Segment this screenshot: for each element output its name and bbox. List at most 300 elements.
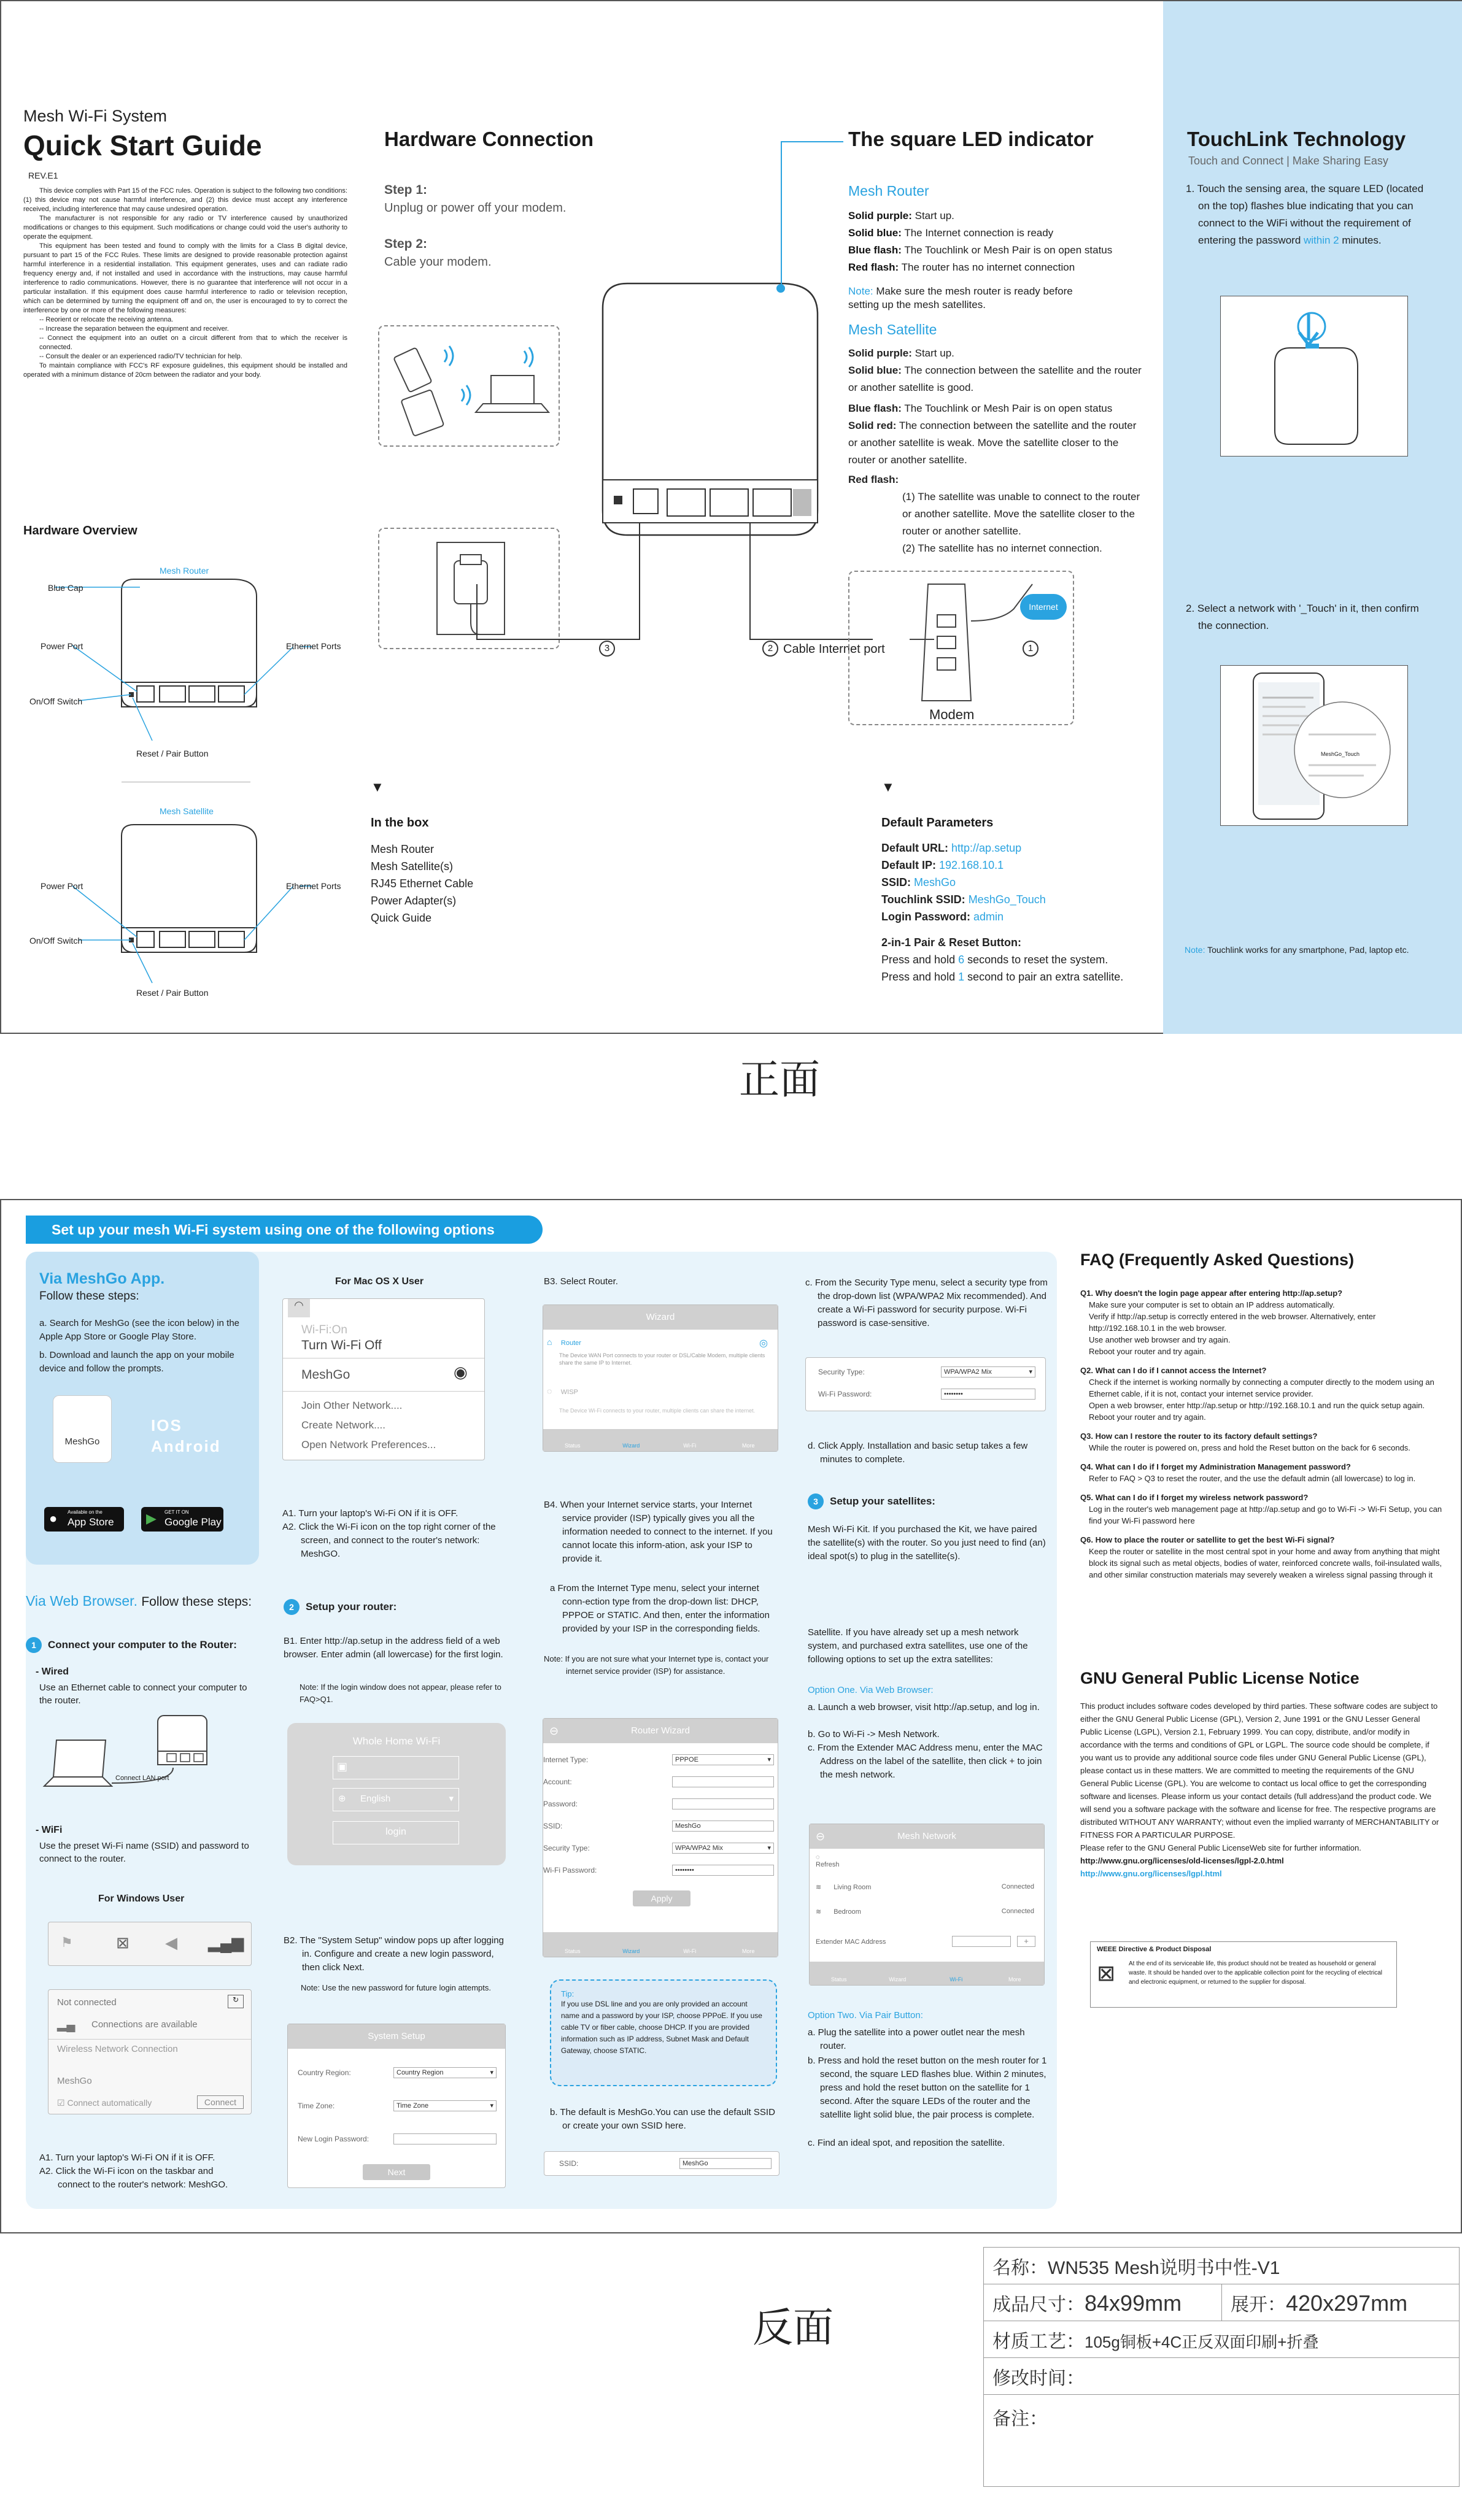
win-a1: A1. Turn your laptop's Wi-Fi ON if it is OFF. [39,2152,215,2163]
meshgo-app-icon [53,1395,112,1463]
led-key: Solid purple: [848,347,912,359]
wifi-icon: ≋ [816,1908,822,1916]
auto-connect-label: Connect automatically [67,2098,152,2108]
cable-lines [468,517,897,652]
faq-a: While the router is powered on, press and hold the Reset button on the back for 6 seconds. [1089,1443,1410,1452]
opt1-title: Option One. Via Web Browser: [808,1685,934,1695]
wifi-signal-icon: ◉ [454,1363,468,1381]
mac-a1: A1. Turn your laptop's Wi-Fi ON if it is OFF. [282,1508,458,1519]
gplay-small: GET IT ON [164,1509,189,1515]
ssid-input[interactable] [679,2158,772,2169]
mesh-network-window [809,1824,1045,1986]
tab-wizard[interactable]: Wizard [622,1443,640,1449]
faq-q3: Q3. How can I restore the router to its factory default settings? [1080,1431,1318,1441]
wisp-option[interactable] [547,1386,774,1414]
sec-select[interactable] [941,1366,1035,1378]
satellite-overview-label: Mesh Satellite [160,806,214,816]
fcc-p3: This equipment has been tested and found to comply with the limits for a Class B digital device, pursuant to part 15 of the FCC Rules. These limits are designed to provide reasonable protection against harmful interference in a residential installation. This equipment generates, uses and can radiate radio frequency energy and, if not installed and used in accordance with the instructions, may cause harmful interference to radio communications. However, there is no guarantee that interference will not occur in a particular installation. If this equipment does cause harmful interference to radio or television reception, which can be determined by turning the equipment off and on, the user is encouraged to try to correct the interference by one or more of the following measures: [23,242,347,314]
mesh-title-text: Mesh Network [897,1831,956,1841]
internet-type-select[interactable] [672,1754,774,1765]
web-follow: Follow these steps: [141,1595,252,1609]
mac-wifi-icon: ◠ [288,1299,310,1317]
faq-q1: Q1. Why doesn't the login page appear after entering http://ap.setup? [1080,1289,1343,1298]
system-setup-window [287,2024,506,2188]
faq-body [1080,1287,1442,1581]
timezone-label: Time Zone: [298,2102,335,2110]
app-title: Via MeshGo App. [39,1270,165,1287]
cable-3-marker [599,641,615,657]
turn-wifi-off[interactable]: Turn Wi-Fi Off [301,1338,382,1352]
gnu-body [1080,1700,1442,1880]
wisp-option-label: WISP [560,1389,578,1396]
power-port-label: Power Port [41,641,83,651]
ssid-label: SSID: [559,2159,579,2168]
pair-title: 2-in-1 Pair & Reset Button: [881,936,1022,949]
timezone-value: Time Zone [396,2102,429,2110]
sec-c: c. From the Security Type menu, select a security type from the drop-down list (WPA/WPA2 Mix recommended). And create a Wi-Fi password for security purpose. Wi-Fi password is case-sensitive. [805,1277,1048,1328]
country-select[interactable] [393,2067,497,2078]
kit-text: Mesh Wi-Fi Kit. If you purchased the Kit, we have paired the satellite(s) with the router. So you just need to find (an) ideal spot(s) to plug in the satellite(s). [808,1524,1046,1562]
param-key: Login Password: [881,911,971,923]
router-desc: The Device WAN Port connects to your router or DSL/Cable Modem, multiple clients share the same IP to Internet. [559,1352,765,1366]
check-icon: ◎ [759,1338,768,1349]
language-select[interactable] [333,1788,459,1811]
ssid-input[interactable] [672,1821,774,1832]
device-status: Connected [1001,1908,1034,1915]
step2-label: Step 2: [384,237,428,251]
gnu-refer: Please refer to the GNU General Public LicenseWeb site for further information. [1080,1843,1361,1852]
password-input[interactable] [672,1798,774,1809]
new-password-input[interactable] [393,2133,497,2144]
login-title: Whole Home Wi-Fi [352,1735,441,1747]
red-flash-2: (2) The satellite has no internet connection. [902,542,1102,554]
overview-title: Hardware Overview [23,524,137,538]
appstore-label: App Store [68,1516,114,1528]
field-label: SSID: [543,1822,563,1830]
tab-wifi[interactable]: Wi-Fi [950,1976,963,1982]
param-val: http://ap.setup [951,842,1022,854]
appstore-badge[interactable] [44,1507,124,1532]
rw-title-text: Router Wizard [631,1725,690,1736]
connect-lan-label: Connect LAN port [115,1774,169,1782]
gnu-url1[interactable]: http://www.gnu.org/licenses/old-licenses/lgpl-2.0.html [1080,1856,1284,1865]
b2-text: B2. The "System Setup" window pops up after logging in. Configure and create a new login password, then click Next. [284,1935,504,1973]
mac-title: For Mac OS X User [335,1276,424,1287]
fcc-p5: -- Increase the separation between the equipment and receiver. [39,325,229,333]
spec-table [983,2247,1460,2487]
security-frame [805,1357,1046,1411]
led-callout-top [781,141,843,142]
devices-figure [388,333,554,443]
pair-text: second to pair an extra satellite. [964,971,1124,983]
fcc-p4: -- Reorient or relocate the receiving antenna. [39,316,174,323]
led-val: The Internet connection is ready [904,227,1054,239]
os-android: Android [151,1437,221,1455]
spec-note-cell [984,2395,1460,2487]
chevron-down-icon: ▾ [490,2069,493,2076]
fcc-statement [23,187,347,380]
mac-wifi-menu [282,1298,485,1460]
opt2-title: Option Two. Via Pair Button: [808,2010,923,2021]
step1-highlight: within 2 [1304,234,1339,246]
join-network[interactable]: Join Other Network.... [301,1400,403,1411]
spec-size-cell [984,2284,1222,2321]
step1-tail: minutes. [1339,234,1382,246]
country-value: Country Region [396,2069,444,2076]
param-val: MeshGo_Touch [968,893,1046,906]
front-side-label: 正面 [739,1056,820,1103]
faq-q5: Q5. What can I do if I forget my wireless network password? [1080,1493,1309,1502]
led-title: The square LED indicator [848,128,1094,150]
tab-wizard[interactable]: Wizard [622,1948,640,1954]
wifi-icon: ≋ [816,1884,822,1891]
led-sat-list [848,345,1147,557]
fcc-p6: -- Connect the equipment into an outlet on a circuit different from that to which the receiver is connected. [39,334,347,351]
globe-icon: ⊕ [338,1794,346,1804]
setup-banner: Set up your mesh Wi-Fi system using one of the following options [26,1216,543,1244]
device-name: Living Room [833,1884,872,1891]
chevron-down-icon: ▾ [490,2102,493,2110]
led-key: Blue flash: [848,403,902,414]
lock-icon: ▣ [337,1760,348,1773]
satellite-overview-figure [23,817,367,995]
refresh-button[interactable]: ◌ Refresh [816,1854,840,1868]
field-label: Password: [543,1800,578,1808]
step2-text: Cable your modem. [384,255,492,269]
chevron-down-icon: ▾ [767,1844,771,1852]
led-router-title: Mesh Router [848,183,929,199]
windows-taskbar [48,1922,252,1966]
spec-mod-cell [984,2358,1460,2395]
login-window [287,1723,506,1865]
pair-text: Press and hold [881,954,959,966]
wisp-desc: The Device Wi-Fi connects to your router, multiple clients can share the internet. [559,1408,756,1414]
note-label: Note: [1185,945,1205,955]
googleplay-badge[interactable] [141,1507,223,1532]
field-value: WPA/WPA2 Mix [675,1844,723,1852]
spec-name-cell [984,2248,1460,2284]
fcc-p2: The manufacturer is not responsible for any radio or TV interference caused by unauthorized modifications or changes to this equipment. Such modifications or change could void the user's authority to operate the equipment. [23,215,347,241]
tab-status[interactable]: Status [830,1976,847,1982]
faq-a: Refer to FAQ > Q3 to reset the router, and the use the default admin (all lowercase) to log in. [1089,1474,1416,1483]
router-option[interactable] [547,1337,774,1366]
setup-step [284,1599,396,1615]
faq-a: Make sure your computer is set to obtain an IP address automatically. [1089,1300,1335,1309]
tab-more[interactable]: More [1008,1976,1021,1982]
router-option-label: Router [560,1339,581,1347]
fcc-p8: To maintain compliance with FCC's RF exposure guidelines, this equipment should be installed and operated with a minimum distance of 20cm between the radiator and your body. [23,362,347,379]
login-button[interactable]: login [333,1821,459,1844]
sat-reset-button-label: Reset / Pair Button [136,988,209,998]
param-key: SSID: [881,876,911,888]
add-mac-button[interactable]: + [1017,1936,1035,1947]
faq-a: Open a web browser, enter http://ap.setup or http://192.168.10.1 and run the quick setup again. [1089,1401,1425,1410]
num-1: 1 [1027,643,1034,653]
cable-2-marker [762,641,778,657]
fcc-p7: -- Consult the dealer or an experienced radio/TV technician for help. [39,353,242,360]
volume-icon: ◀ [165,1933,177,1952]
spec-size: 84x99mm [1085,2290,1182,2316]
touchlink-step1 [1186,180,1436,249]
opt1c: c. From the Extender MAC Address menu, enter the MAC Address on the label of the satellite, then click + to join the mesh network. [808,1743,1043,1780]
param-val: 192.168.10.1 [939,859,1004,871]
reset-button-label: Reset / Pair Button [136,749,209,758]
hardware-title: Hardware Connection [384,128,594,150]
apple-icon: ● [49,1511,58,1526]
spec-material: 105g铜板+4C正反双面印刷+折叠 [1085,2332,1319,2351]
led-key: Blue flash: [848,244,902,256]
back-arrow-icon[interactable]: ⊖ [816,1830,826,1843]
touchlink-title: TouchLink Technology [1187,128,1406,150]
led-sat-title: Mesh Satellite [848,322,937,337]
connect-button[interactable]: Connect [197,2095,244,2109]
router-overview-figure [23,572,367,762]
opt1a: a. Launch a web browser, visit http://ap.setup, and log in. [808,1702,1040,1713]
tab-wizard[interactable]: Wizard [889,1976,907,1982]
step1-text: 1. Touch the sensing area, the square LED (located on the top) flashes blue indicating that you can connect to the WiFi without the requirement of entering the password [1186,183,1424,246]
tip-box [550,1979,777,2086]
os-ios: IOS [151,1416,182,1435]
opt2c: c. Find an ideal spot, and reposition the satellite. [808,2138,1005,2148]
open-prefs[interactable]: Open Network Preferences... [301,1439,436,1451]
param-key: Touchlink SSID: [881,893,965,906]
step-badge: 1 [26,1637,42,1653]
rw-title [543,1719,778,1743]
extender-label: Extender MAC Address [816,1938,886,1946]
new-password-label: New Login Password: [298,2135,369,2143]
cable-internet-label: Cable Internet port [783,642,885,656]
step1-label: Step 1: [384,183,428,197]
inbox-item: Mesh Satellite(s) [371,860,454,873]
spec-unfold-label: 展开： [1231,2294,1286,2315]
tab-wifi[interactable]: Wi-Fi [683,1948,697,1954]
chevron-down-icon: ▾ [1029,1368,1032,1376]
weee-box [1090,1941,1397,2008]
tab-status[interactable]: Status [564,1443,581,1449]
create-network[interactable]: Create Network.... [301,1419,385,1431]
wifi-password-input[interactable] [672,1865,774,1876]
inbox-item: RJ45 Ethernet Cable [371,877,474,890]
touchlink-step2: 2. Select a network with '_Touch' in it, then confirm the connection. [1186,603,1419,631]
pair-num: 1 [958,971,965,983]
wisp-icon: ◌ [547,1386,552,1396]
setup-title: Setup your router: [306,1601,397,1613]
led-val: The connection between the satellite and the router or another satellite is weak. Move the satellite closer to the router or another satellite. [848,420,1137,466]
wnc: Wireless Network Connection [57,2044,178,2054]
defaults-list [881,839,1123,985]
wifi-bars-icon: ▂▄ [57,2018,75,2032]
back-arrow-icon[interactable]: ⊖ [549,1725,559,1737]
b1-text: B1. Enter http://ap.setup in the address field of a web browser. Enter admin (all lowercase) for the first login. [284,1636,503,1660]
rw-tabbar [543,1932,778,1957]
modem-label: Modem [929,707,975,722]
phone-figure [1247,670,1407,823]
app-step-a: a. Search for MeshGo (see the icon below) in the Apple App Store or Google Play Store. [39,1318,240,1342]
sec-value: WPA/WPA2 Mix [944,1368,992,1376]
wizard-title: Wizard [543,1305,778,1330]
router-wizard-window [543,1718,778,1957]
pw-input[interactable] [941,1389,1035,1400]
win-ssid[interactable]: MeshGo [57,2076,92,2086]
pw-value: •••••••• [944,1390,963,1398]
wizard-window [543,1304,778,1452]
led-key: Solid blue: [848,364,902,376]
b3-text: B3. Select Router. [544,1276,618,1287]
device-name: Bedroom [833,1908,861,1916]
guide-title: Quick Start Guide [23,129,262,161]
faq-a: Keep the router or satellite in the most central spot in your home and away from anything that might block its signal such as metal objects, bodies of water, reinforced concrete walls, foil-insulated walls, and other similar construction materials may severely weaken a wireless signal passing through it [1089,1547,1442,1579]
apply-button[interactable]: Apply [633,1890,690,1906]
sat-step [808,1493,935,1509]
field-label: Security Type: [543,1844,590,1852]
password-field[interactable] [333,1756,459,1779]
next-button[interactable]: Next [363,2164,430,2180]
defaults-title: Default Parameters [881,816,994,830]
router-overview-label: Mesh Router [160,566,209,576]
pair-text: seconds to reset the system. [964,954,1108,966]
led-val: The router has no internet connection [901,261,1075,273]
step1-text: Unplug or power off your modem. [384,201,567,215]
sat-text: Satellite. If you have already set up a mesh network system, and purchased extra satellites, use one of the following options to set up the extra satellites: [808,1627,1028,1665]
field-label: Internet Type: [543,1755,589,1764]
web-title-label: Via Web Browser. [26,1593,137,1609]
touchlink-subtitle: Touch and Connect | Make Sharing Easy [1188,155,1388,167]
faq-a: Reboot your router and try again. [1089,1347,1206,1356]
back-side-label: 反面 [752,2304,833,2351]
led-key: Solid blue: [848,227,902,239]
note-label: Note: [848,285,873,297]
auto-connect-checkbox[interactable]: ☑ Connect automatically [57,2098,152,2108]
tab-more[interactable]: More [741,1948,755,1954]
opt2a: a. Plug the satellite into a power outlet near the mesh router. [808,2027,1025,2051]
chevron-down-icon: ▾ [767,1756,771,1763]
spec-unfold-cell [1222,2284,1460,2321]
phone-ssid-label: MeshGo_Touch [1321,751,1360,757]
faq-a: Log in the router's web management page at http://ap.setup and go to Wi-Fi -> Wi-Fi Setup, you can find your Wi-Fi password here [1089,1505,1442,1525]
spec-size-label: 成品尺寸： [992,2294,1085,2315]
security-select[interactable] [672,1843,774,1854]
app-follow: Follow these steps: [39,1290,139,1303]
param-key: Default URL: [881,842,948,854]
sat-ethernet-ports-label: Ethernet Ports [286,881,341,891]
weee-title: WEEE Directive & Product Disposal [1097,1946,1212,1953]
account-input[interactable] [672,1776,774,1787]
spec-mod-label: 修改时间： [992,2368,1085,2389]
wifi-on: Wi-Fi:On [301,1324,347,1336]
app-step-b: b. Download and launch the app on your mobile device and follow the prompts. [39,1350,234,1374]
available: Connections are available [91,2019,198,2030]
device-status: Connected [1001,1883,1034,1890]
tip-title: Tip: [561,1989,574,1998]
step-d: d. Click Apply. Installation and basic setup takes a few minutes to complete. [808,1441,1028,1465]
sat-title: Setup your satellites: [830,1495,935,1507]
inbox-arrow-icon: ▼ [371,779,384,795]
inbox-item: Quick Guide [371,912,432,924]
not-connected: Not connected [57,1997,117,2008]
faq-title: FAQ (Frequently Asked Questions) [1080,1250,1355,1269]
blue-cap-label: Blue Cap [48,583,83,593]
pw-label: Wi-Fi Password: [818,1390,872,1398]
spec-material-cell [984,2321,1460,2358]
led-val: The Touchlink or Mesh Pair is on open status [904,403,1113,414]
device-row [810,1883,1043,1891]
led-note [848,285,1106,312]
language-value: English [360,1794,391,1804]
touch-router-figure [1266,302,1364,449]
front-sheet [0,0,1462,1034]
tip-text: If you use DSL line and you are only provided an account name and a password by your ISP, choose PPPoE. If you use cable TV or fiber cable, choose DHCP. If you are provided information such as IP address, Subnet Mask and Default Gateway, choose STATIC. [561,2000,762,2055]
flag-icon: ⚑ [61,1935,73,1950]
system-name: Mesh Wi-Fi System [23,107,168,125]
faq-a: Verify if http://ap.setup is correctly entered in the web browser. Alternatively, enter http://192.168.10.1 in the web browser. [1089,1312,1376,1333]
faq-q6: Q6. How to place the router or satellite to get the best Wi-Fi signal? [1080,1535,1335,1544]
wifi-text: Use the preset Wi-Fi name (SSID) and password to connect to the router. [39,1841,249,1864]
faq-q4: Q4. What can I do if I forget my Administration Management password? [1080,1462,1351,1471]
timezone-select[interactable] [393,2100,497,2111]
mac-a2: A2. Click the Wi-Fi icon on the top right corner of the screen, and connect to the router's network: MeshGO. [282,1522,496,1559]
pair-text: Press and hold [881,971,959,983]
bin-icon: ⊠ [1097,1960,1116,1986]
spec-note-label: 备注： [992,2409,1048,2429]
inbox-title: In the box [371,816,429,830]
touchlink-note [1185,945,1409,955]
extender-mac-input[interactable] [952,1936,1011,1947]
led-val: The connection between the satellite and the router or another satellite is good. [848,364,1142,393]
weee-text: At the end of its serviceable life, this product should not be treated as household or general waste. It should be handed over to the applicable collection point for the recycling of electrical and electronic equipment, or returned to the supplier for disposal. [1129,1960,1383,1986]
field-value: •••••••• [675,1867,694,1874]
b4-a: a From the Internet Type menu, select your internet conn-ection type from the drop-down list: DHCP, PPPOE or STATIC. And then, enter the information provided by your ISP in the corresponding fields. [550,1583,770,1634]
device-row [810,1908,1043,1916]
spec-name-label: 名称： [992,2257,1048,2278]
led-val: The Touchlink or Mesh Pair is on open status [904,244,1113,256]
defaults-arrow-icon: ▼ [881,779,895,795]
gnu-title: GNU General Public License Notice [1080,1669,1360,1687]
faq-q2: Q2. What can I do if I cannot access the Internet? [1080,1366,1267,1375]
tab-status[interactable]: Status [564,1948,581,1954]
field-value: MeshGo [675,1822,701,1830]
country-label: Country Region: [298,2068,351,2077]
tab-more[interactable]: More [741,1443,755,1449]
spec-material-label: 材质工艺： [992,2331,1085,2352]
tab-wifi[interactable]: Wi-Fi [683,1443,697,1449]
wifi-label: - WiFi [36,1825,63,1835]
gnu-text: This product includes software codes developed by third parties. These software codes are subject to either the GNU General Public License (GPL), Version 2, June 1991 or the GNU Lesser General Public License (LGPL), Version 2.1, February 1999. You can copy, distribute, and/or modify in accordance with the terms and conditions of GPL or LGPL. The source code should be complete, if you want us to provide any additional source code files under GNU General Public License (GPL), please contact us in these matters. We are committed to meeting the requirements of the GNU General Public License (GPL). You are welcome to contact us local office to get the corresponding software and licenses. Please inform us your contact details (full address)and the product code. We will send you a software package with the software and license for free. The respective programs are distributed WITHOUT ANY WARRANTY; without even the implied warranty of MERCHANTABILITY or FITNESS FOR A PARTICULAR PURPOSE. [1080,1701,1439,1840]
faq-a: Use another web browser and try again. [1089,1335,1231,1344]
router-icon: ⌂ [547,1337,552,1347]
windows-title: For Windows User [98,1894,185,1904]
note-text: Touchlink works for any smartphone, Pad, laptop etc. [1207,945,1409,955]
param-val: admin [973,911,1004,923]
num-3: 3 [604,643,610,653]
opt1b: b. Go to Wi-Fi -> Mesh Network. [808,1729,940,1740]
mac-ssid[interactable]: MeshGo [301,1368,350,1382]
b4-note: Note: If you are not sure what your Internet type is, contact your internet service provider (ISP) for assistance. [544,1654,769,1676]
cable-1-marker [1023,641,1038,657]
refresh-icon[interactable]: ↻ [228,1995,244,2008]
sec-label: Security Type: [818,1368,865,1376]
wizard-tabbar [543,1429,778,1451]
step1-title: Connect your computer to the Router: [48,1639,237,1651]
inbox-item: Power Adapter(s) [371,895,457,907]
ssid-field-frame [544,2151,779,2176]
web-title [26,1593,252,1609]
gnu-url2[interactable]: http://www.gnu.org/licenses/lgpl.html [1080,1869,1222,1878]
sat-power-port-label: Power Port [41,881,83,891]
inbox-list [371,841,473,927]
signal-bars-icon: ▂▄▆ [208,1933,244,1952]
chevron-down-icon: ▾ [449,1794,454,1804]
param-key: Default IP: [881,859,937,871]
